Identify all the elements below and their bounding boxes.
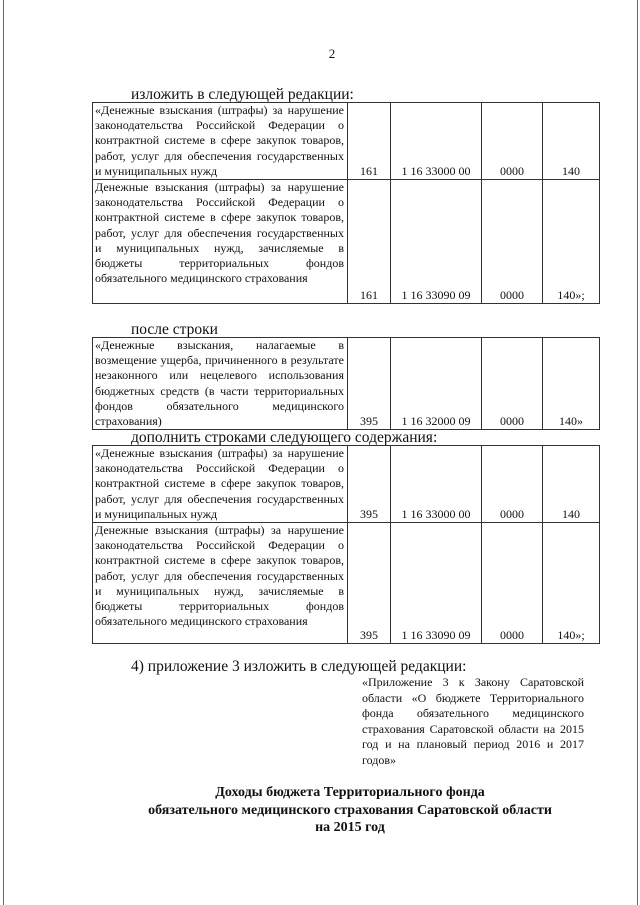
row-revenue-code: 1 16 33090 09 xyxy=(391,180,482,304)
row-revenue-code: 1 16 32000 09 xyxy=(391,338,482,430)
row-revenue-code: 1 16 33000 00 xyxy=(391,446,482,523)
row-admin-code: 395 xyxy=(348,338,391,430)
row-admin-code: 161 xyxy=(348,180,391,304)
row-description: «Денежные взыскания (штрафы) за нарушение законодательства Российской Федерации о контрактной системе в сфере закупок товаров, работ, услуг для обеспечения государственных и муниципальных нужд xyxy=(93,446,348,523)
row-revenue-code: 1 16 33000 00 xyxy=(391,103,482,180)
section2-intro: после строки xyxy=(131,321,218,338)
page-number: 2 xyxy=(328,46,336,61)
title-line-2: обязательного медицинского страхования Саратовской области xyxy=(148,802,552,818)
row-admin-code: 395 xyxy=(348,446,391,523)
row-kosgu-code: 140»; xyxy=(543,523,600,644)
row-kosgu-code: 140 xyxy=(543,103,600,180)
appendix-note: «Приложение 3 к Закону Саратовской области «О бюджете Территориального фонда обязательного медицинского страхования Саратовской области на 2015 год и на плановый период 2016 и 2017 годов» xyxy=(362,675,584,767)
section1-intro: изложить в следующей редакции: xyxy=(131,86,354,103)
row-admin-code: 395 xyxy=(348,523,391,644)
row-kosgu-code: 140»; xyxy=(543,180,600,304)
page-right-edge xyxy=(637,0,638,905)
row-description: «Денежные взыскания (штрафы) за нарушение законодательства Российской Федерации о контрактной системе в сфере закупок товаров, работ, услуг для обеспечения государственных и муниципальных нужд xyxy=(93,103,348,180)
section2-table xyxy=(92,337,600,430)
row-program-code: 0000 xyxy=(482,523,543,644)
table-row xyxy=(93,180,600,304)
title-line-1: Доходы бюджета Территориального фонда xyxy=(215,785,485,800)
page-left-edge xyxy=(3,0,4,905)
section3-intro: дополнить строками следующего содержания: xyxy=(131,429,438,446)
section1-table xyxy=(92,102,600,304)
table-row xyxy=(93,446,600,523)
section3-table xyxy=(92,445,600,644)
row-program-code: 0000 xyxy=(482,103,543,180)
row-admin-code: 161 xyxy=(348,103,391,180)
row-kosgu-code: 140» xyxy=(543,338,600,430)
row-description: Денежные взыскания (штрафы) за нарушение законодательства Российской Федерации о контрактной системе в сфере закупок товаров, работ, услуг для обеспечения государственных и муниципальных нужд, зачисляемые в бюджеты территориальных фондов обязательного медицинского страхования xyxy=(93,180,348,304)
row-kosgu-code: 140 xyxy=(543,446,600,523)
row-description: «Денежные взыскания, налагаемые в возмещение ущерба, причиненного в результате незаконного или нецелевого использования бюджетных средств (в части территориальных фондов обязательного медицинского страхования) xyxy=(93,338,348,430)
row-revenue-code: 1 16 33090 09 xyxy=(391,523,482,644)
row-description: Денежные взыскания (штрафы) за нарушение законодательства Российской Федерации о контрактной системе в сфере закупок товаров, работ, услуг для обеспечения государственных и муниципальных нужд, зачисляемые в бюджеты территориальных фондов обязательного медицинского страхования xyxy=(93,523,348,644)
item4-text: 4) приложение 3 изложить в следующей редакции: xyxy=(131,658,467,675)
row-program-code: 0000 xyxy=(482,338,543,430)
title-line-3: на 2015 год xyxy=(315,820,385,835)
table-row xyxy=(93,103,600,180)
row-program-code: 0000 xyxy=(482,446,543,523)
document-title xyxy=(100,784,600,837)
table-row xyxy=(93,523,600,644)
row-program-code: 0000 xyxy=(482,180,543,304)
table-row xyxy=(93,338,600,430)
